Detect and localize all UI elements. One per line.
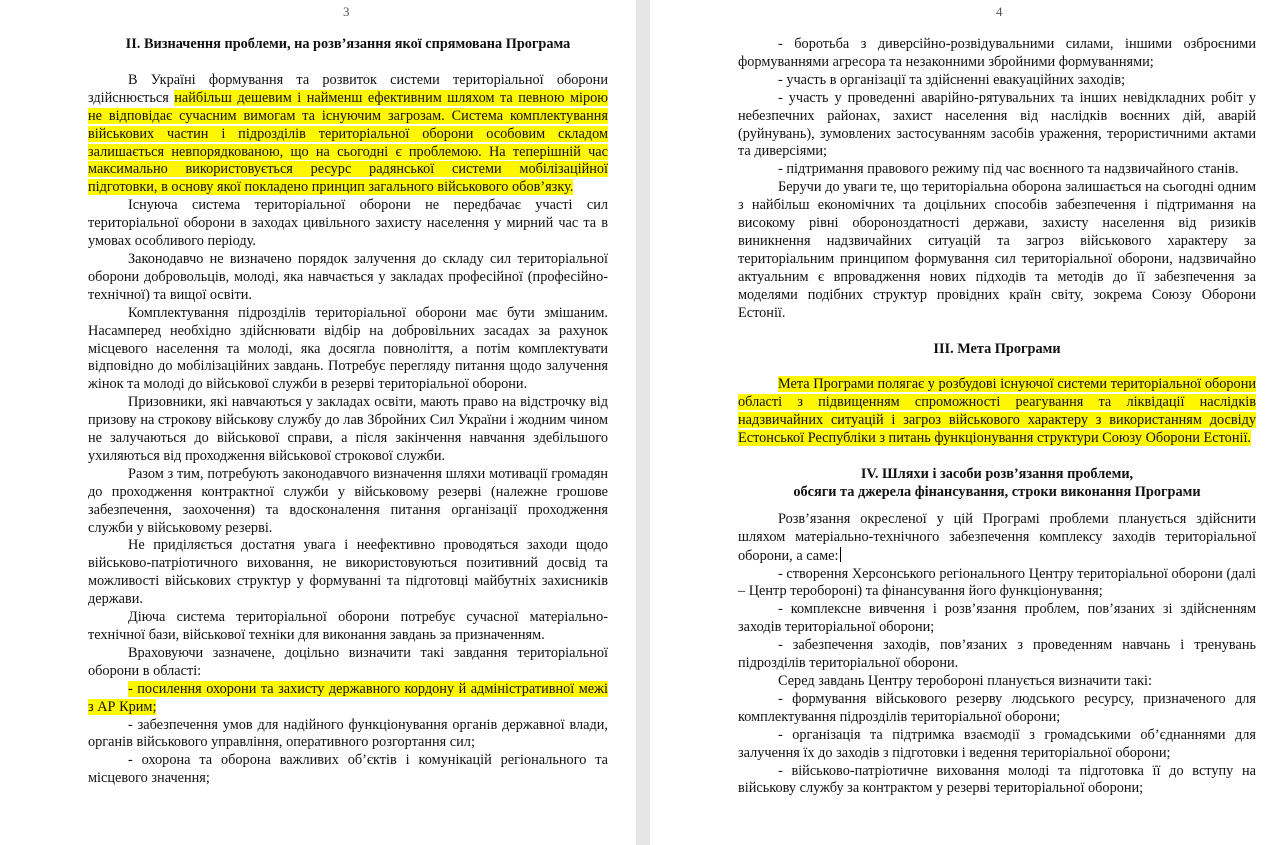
paragraph-text: В Україні формування та розвиток системи територіальної оборони здійснюється: [88, 71, 608, 106]
list-item: - створення Херсонського регіонального Центру територіальної оборони (далі – Центр теробороні) та фінансування його функціонування;: [738, 565, 1256, 600]
paragraph: Законодавчо не визначено порядок залучення до складу сил територіальної оборони добровольців, молоді, яка навчається у закладах професійної (професійно-технічної) та вищої освіти.: [88, 250, 608, 303]
list-item: - боротьба з диверсійно-розвідувальними силами, іншими озброєними формуваннями агресора та незаконними збройними формуваннями;: [738, 36, 1256, 70]
section-heading-3: ІІІ. Мета Програми: [933, 340, 1061, 357]
highlighted-text: найбільш дешевим і найменш ефективним шляхом та певною мірою не відповідає сучасним вимогам та існуючим загрозам. Система комплектування військових частин і підрозділів територіальної оборони особовим складом залишається невпорядкованою, що на сьогодні є проблемою. На теперішній час максимально використовується ресурс радянської системи мобілізаційної підготовки, в основу якої покладено принцип загального військового обов’язку.: [88, 89, 608, 196]
page-number: 4: [996, 4, 1003, 19]
paragraph: Разом з тим, потребують законодавчого визначення шляхи мотивації громадян до проходження контрактної служби у військовому резерві (належне грошове забезпечення, заохочення) та вдосконалення питання організації проходження служби у військовому резерві.: [88, 465, 608, 536]
list-item: - підтримання правового режиму під час воєнного та надзвичайного станів.: [778, 161, 1239, 178]
paragraph: [88, 72, 608, 197]
list-item: - формування військового резерву людського ресурсу, призначеного для комплектування підрозділів територіальної оборони;: [738, 690, 1256, 725]
list-item: - охорона та оборона важливих об’єктів і комунікацій регіонального та місцевого значення;: [88, 752, 608, 787]
section-heading-4: [738, 466, 1256, 502]
list-item: - комплексне вивчення і розв’язання проблем, пов’язаних зі здійсненням заходів територіальної оборони;: [738, 601, 1256, 636]
heading-line: IV. Шляхи і засоби розв’язання проблеми,: [860, 466, 1134, 483]
list-item: - забезпечення умов для надійного функціонування органів державної влади, органів військового управління, оперативного розгортання сил;: [88, 716, 608, 751]
list-item: - участь в організації та здійсненні евакуаційних заходів;: [778, 71, 1126, 88]
list-item: [88, 681, 608, 717]
paragraph: [738, 376, 1256, 448]
section-heading-2: ІІ. Визначення проблеми, на розв’язання якої спрямована Програма: [125, 36, 571, 52]
list-item: - участь у проведенні аварійно-рятувальних та інших невідкладних робіт у небезпечних районах, захист населення від наслідків воєнних дій, аварій (руйнувань), зумовлених застосуванням засобів ураження, терористичними актами та диверсіями;: [738, 89, 1256, 160]
paragraph: Враховуючи зазначене, доцільно визначити такі завдання територіальної оборони в області:: [88, 644, 608, 679]
paragraph: Беручи до уваги те, що територіальна оборона залишається на сьогодні одним з найбільш економічних та доцільних способів забезпечення і підтримання на високому рівні обороноздатності держави, захисту населення від ризиків виникнення надзвичайних ситуацій та загроз військового характеру за територіальним принципом формування сил територіальної оборони, надзвичайно актуальним є впровадження нових підходів та методів до її забезпечення за моделями подібних структур провідних країн світу, зокрема Союзу Оборони Естонії.: [738, 179, 1256, 321]
paragraph: Діюча система територіальної оборони потребує сучасної матеріально-технічної бази, військової техніки для виконання завдань за призначенням.: [88, 609, 608, 643]
list-item: - військово-патріотичне виховання молоді та підготовка її до вступу на військову службу за контрактом у резерві територіальної оборони;: [738, 762, 1256, 797]
paragraph: Існуюча система територіальної оборони не передбачає участі сил територіальної оборони в заходах цивільного захисту населення у мирний час та в умовах особливого періоду.: [88, 197, 608, 250]
paragraph: Комплектування підрозділів територіальної оборони має бути змішаним. Насамперед необхідно здійснювати відбір на добровільних засадах за рахунок місцевого населення та молоді, яка досягла повноліття, а потім комплектувати відповідно до мобілізаційних завдань. Потребує перегляду питання щодо залучення жінок та молоді до військової служби в резерві територіальної оборони.: [88, 304, 608, 393]
paragraph: Не приділяється достатня увага і неефективно проводяться заходи щодо військово-патріотичного виховання, не використовуються позитивний досвід та можливості військових структур у формуванні та підготовці майбутніх захисників держави.: [88, 537, 608, 608]
paragraph: Призовники, які навчаються у закладах освіти, мають право на відстрочку від призову на строкову військову службу до лав Збройних Сил України і жодним чином не залучаються до військової справи, а після закінчення навчання здебільшого ухиляються від проходження військової строкової служби.: [88, 394, 608, 464]
heading-line: обсяги та джерела фінансування, строки виконання Програми: [793, 483, 1201, 500]
paragraph: Серед завдань Центру теробороні планується визначити такі:: [778, 673, 1152, 689]
text-cursor: [840, 547, 841, 562]
list-item: - забезпечення заходів, пов’язаних з проведенням навчань і тренувань підрозділів територіальної оборони.: [738, 637, 1256, 672]
list-item: - організація та підтримка взаємодії з громадськими об’єднаннями для залучення їх до заходів з підготовки і ведення територіальної оборони;: [738, 726, 1256, 761]
page-number: 3: [343, 4, 350, 19]
page-left-text-column: [88, 36, 608, 788]
highlighted-text: - посилення охорони та захисту державного кордону й адміністративної межі з АР Крим;: [88, 680, 608, 715]
highlighted-text: Мета Програми полягає у розбудові існуючої системи територіальної оборони області з підвищенням спроможності реагування та ліквідації наслідків надзвичайних ситуацій і загроз військового характеру з використанням досвіду Естонської Республіки з питань функціонування структури Союзу Оборони Естонії.: [738, 376, 1256, 447]
paragraph: [738, 511, 1256, 566]
page-right-text-column: [738, 36, 1256, 798]
paragraph-text: Розв’язання окресленої у цій Програмі проблеми планується здійснити шляхом матеріально-технічного забезпечення комплексу заходів територіальної оборони, а саме:: [738, 510, 1256, 564]
